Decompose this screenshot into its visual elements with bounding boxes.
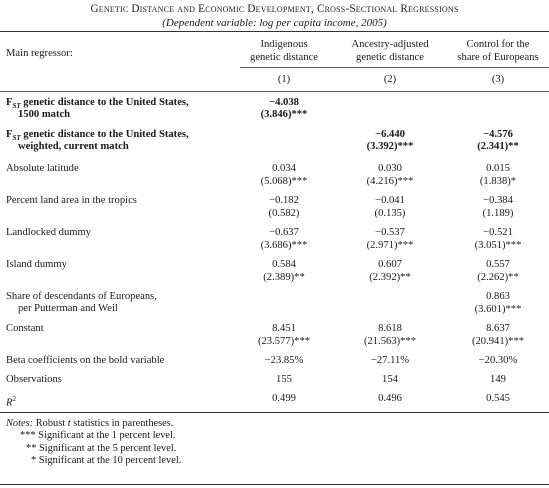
row-tropics-c1-t: (0.582) bbox=[268, 208, 300, 219]
col1-number: (1) bbox=[277, 74, 291, 85]
row-tropics-c3-coef: −0.384 bbox=[483, 195, 513, 206]
row-latitude-label: Absolute latitude bbox=[6, 163, 79, 174]
table-notes bbox=[6, 418, 181, 468]
main-regressor-label: Main regressor: bbox=[6, 48, 73, 59]
row-latitude-c2-coef: 0.030 bbox=[378, 163, 402, 174]
row-fst-weighted-c2-t: (3.392)*** bbox=[366, 141, 414, 152]
bottom-rule bbox=[0, 412, 549, 413]
col1-header-line1: Indigenous bbox=[260, 39, 308, 50]
row-landlocked-c1-coef: −0.637 bbox=[269, 227, 299, 238]
row-beta-c2: −27.11% bbox=[370, 355, 410, 366]
row-fst-weighted-c3-coef: −4.576 bbox=[483, 129, 513, 140]
row-latitude-c3-t: (1.838)* bbox=[479, 176, 517, 187]
row-europeans-label: Share of descendants of Europeans, bbox=[6, 291, 157, 302]
header-rule bbox=[240, 67, 549, 68]
table-subtitle: (Dependent variable: log per capita income, 2005) bbox=[162, 17, 387, 29]
row-island-c3-coef: 0.557 bbox=[486, 259, 510, 270]
fst-subscript: ST bbox=[12, 134, 21, 143]
col3-number: (3) bbox=[491, 74, 505, 85]
top-rule bbox=[0, 31, 549, 32]
fst-letter: F bbox=[6, 129, 13, 140]
row-observations-c2: 154 bbox=[382, 374, 398, 385]
notes-line1-a: Robust bbox=[33, 418, 68, 429]
row-tropics-c2-coef: −0.041 bbox=[375, 195, 405, 206]
row-observations-c3: 149 bbox=[490, 374, 506, 385]
row-observations-c1: 155 bbox=[276, 374, 292, 385]
notes-line2: *** Significant at the 1 percent level. bbox=[20, 430, 176, 442]
col2-header-line1: Ancestry-adjusted bbox=[351, 39, 429, 50]
row-fst-weighted-c3-t: (2.341)** bbox=[477, 141, 519, 152]
row-beta-c3: −20.30% bbox=[478, 355, 518, 366]
row-fst-1500-label-line2: 1500 match bbox=[18, 109, 71, 120]
notes-line1-t: t bbox=[67, 418, 71, 429]
row-tropics-label: Percent land area in the tropics bbox=[6, 195, 137, 206]
row-landlocked-label: Landlocked dummy bbox=[6, 227, 92, 238]
row-r2-c2: 0.496 bbox=[378, 393, 402, 404]
fst-letter: F bbox=[6, 97, 13, 108]
row-island-c1-t: (2.389)** bbox=[263, 272, 305, 283]
row-europeans-c3-t: (3.601)*** bbox=[474, 304, 522, 315]
row-europeans-label-line2: per Putterman and Weil bbox=[18, 303, 118, 314]
row-island-c3-t: (2.262)** bbox=[477, 272, 519, 283]
col3-header-line2: share of Europeans bbox=[457, 52, 539, 63]
fst-subscript: ST bbox=[12, 102, 21, 111]
table-title: Genetic Distance and Economic Development, Cross-Sectional Regressions bbox=[90, 3, 459, 15]
row-constant-label: Constant bbox=[6, 323, 44, 334]
r2-superscript: 2 bbox=[12, 395, 16, 403]
row-fst-weighted-label-line2: weighted, current match bbox=[18, 141, 129, 152]
row-constant-c3-coef: 8.637 bbox=[486, 323, 510, 334]
row-tropics-c3-t: (1.189) bbox=[482, 208, 514, 219]
row-europeans-c3-coef: 0.863 bbox=[486, 291, 510, 302]
row-tropics-c2-t: (0.135) bbox=[374, 208, 406, 219]
row-beta-c1: −23.85% bbox=[264, 355, 304, 366]
row-fst-1500-c1-t: (3.846)*** bbox=[260, 109, 308, 120]
row-constant-c2-t: (21.563)*** bbox=[363, 336, 417, 347]
col2-number: (2) bbox=[383, 74, 397, 85]
row-latitude-c1-coef: 0.034 bbox=[272, 163, 296, 174]
row-tropics-c1-coef: −0.182 bbox=[269, 195, 299, 206]
row-latitude-c1-t: (5.068)*** bbox=[260, 176, 308, 187]
row-island-c2-t: (2.392)** bbox=[369, 272, 411, 283]
notes-line3: ** Significant at the 5 percent level. bbox=[26, 442, 177, 454]
fst-label-rest: genetic distance to the United States, bbox=[20, 129, 189, 140]
r2-letter: R bbox=[6, 397, 13, 409]
row-latitude-c2-t: (4.216)*** bbox=[366, 176, 414, 187]
notes-line4: * Significant at the 10 percent level. bbox=[31, 455, 182, 467]
row-island-label: Island dummy bbox=[6, 259, 67, 270]
row-constant-c1-coef: 8.451 bbox=[272, 323, 296, 334]
row-landlocked-c1-t: (3.686)*** bbox=[260, 240, 308, 251]
row-observations-label: Observations bbox=[6, 374, 62, 385]
row-fst-weighted-c2-coef: −6.440 bbox=[375, 129, 405, 140]
row-island-c2-coef: 0.607 bbox=[378, 259, 402, 270]
col1-header-line2: genetic distance bbox=[250, 52, 318, 63]
col3-header-line1: Control for the bbox=[466, 39, 530, 50]
notes-prefix: Notes: bbox=[6, 418, 34, 429]
row-landlocked-c2-coef: −0.537 bbox=[375, 227, 405, 238]
row-latitude-c3-coef: 0.015 bbox=[486, 163, 510, 174]
row-constant-c3-t: (20.941)*** bbox=[471, 336, 525, 347]
col2-header-line2: genetic distance bbox=[356, 52, 424, 63]
fst-label-rest: genetic distance to the United States, bbox=[20, 97, 189, 108]
row-landlocked-c3-coef: −0.521 bbox=[483, 227, 513, 238]
row-constant-c2-coef: 8.618 bbox=[378, 323, 402, 334]
final-rule bbox=[0, 484, 549, 485]
row-landlocked-c3-t: (3.051)*** bbox=[474, 240, 522, 251]
row-fst-1500-c1-coef: −4.038 bbox=[269, 97, 299, 108]
row-landlocked-c2-t: (2.971)*** bbox=[366, 240, 414, 251]
row-constant-c1-t: (23.577)*** bbox=[257, 336, 311, 347]
row-r2-c1: 0.499 bbox=[272, 393, 296, 404]
notes-line1 bbox=[6, 418, 181, 430]
column-number-rule bbox=[0, 91, 549, 92]
notes-line1-b: statistics in parentheses. bbox=[70, 418, 174, 429]
row-beta-label: Beta coefficients on the bold variable bbox=[6, 355, 165, 366]
row-island-c1-coef: 0.584 bbox=[272, 259, 296, 270]
row-r2-label bbox=[6, 393, 16, 410]
row-r2-c3: 0.545 bbox=[486, 393, 510, 404]
